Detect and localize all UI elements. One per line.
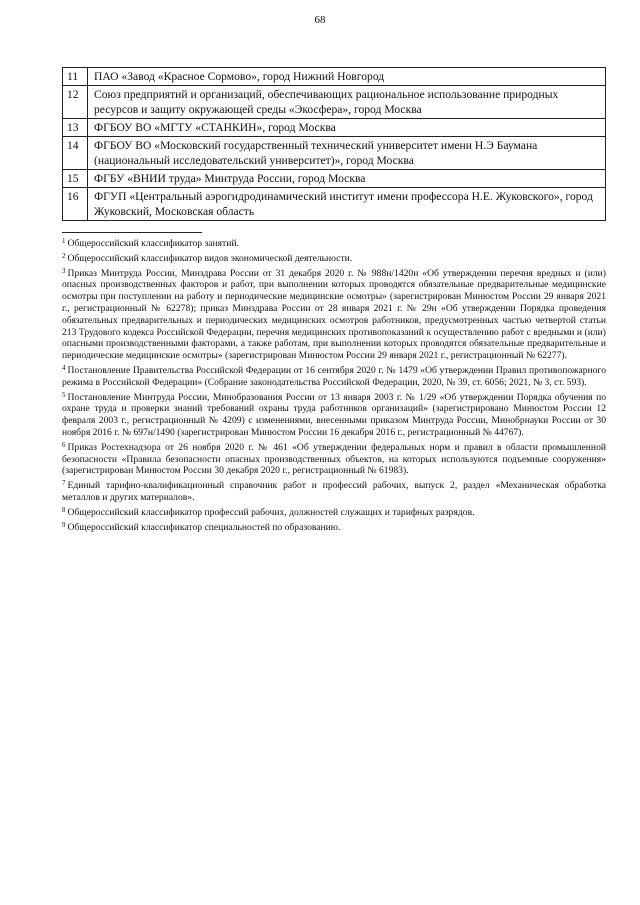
footnote — [62, 520, 606, 534]
table-row — [63, 119, 606, 137]
row-number: 16 — [63, 188, 88, 221]
footnote-divider — [62, 232, 202, 233]
table-row — [63, 137, 606, 170]
table-row — [63, 170, 606, 188]
page-number: 68 — [314, 14, 326, 26]
table-row — [63, 188, 606, 221]
row-number: 15 — [63, 170, 88, 188]
footnote-mark: 2 — [62, 251, 66, 260]
organizations-table — [62, 67, 606, 221]
organization-name: ФГУП «Центральный аэрогидродинамический институт имени профессора Н.Е. Жуковского», город Жуковский, Московская область — [88, 188, 606, 221]
organization-name: ФГБУ «ВНИИ труда» Минтруда России, город Москва — [88, 170, 606, 188]
footnote-mark: 9 — [62, 520, 66, 529]
footnote-mark: 7 — [62, 479, 66, 488]
footnotes-section — [62, 236, 606, 534]
footnote — [62, 478, 606, 504]
footnote-mark: 6 — [62, 440, 66, 449]
footnote-text: Приказ Ростехнадзора от 26 ноября 2020 г. № 461 «Об утверждении федеральных норм и правил в области промышленной безопасности «Правила безопасности опасных производственных объектов, на которых используются подъемные сооружения» (зарегистрирован Минюстом России 30 декабря 2020 г., регистрационный № 61983). — [62, 441, 606, 477]
footnote — [62, 251, 606, 265]
organization-name: Союз предприятий и организаций, обеспечивающих рациональное использование природных ресурсов и защиту окружающей среды «Экосфера», город Москва — [88, 86, 606, 119]
footnote — [62, 505, 606, 519]
row-number: 12 — [63, 86, 88, 119]
footnote-mark: 5 — [62, 390, 66, 399]
table-row — [63, 68, 606, 86]
footnote-text: Постановление Минтруда России, Минобразования России от 13 января 2003 г. № 1/29 «Об утверждении Порядка обучения по охране труда и проверки знаний требований охраны труда работников организаций» (зарегистрировано Минюстом России 12 февраля 2003 г., регистрационный № 4209) с изменениями, внесенными приказом Минтруда России, Минобрнауки России от 30 ноября 2016 г. № 697н/1490 (зарегистрирован Минюстом России 16 декабря 2016 г., регистрационный № 44767). — [62, 391, 606, 438]
footnote-text: Приказ Минтруда России, Минздрава России от 31 декабря 2020 г. № 988н/1420н «Об утверждении перечня вредных и (или) опасных производственных факторов и работ, при выполнении которых проводятся обязательные предварительные медицинские осмотры при поступлении на работу и периодические медицинские осмотры» (зарегистрирован Минюстом России 29 января 2021 г., регистрационный № 62278); приказ Минздрава России от 28 января 2021 г. № 29н «Об утверждении Порядка проведения обязательных предварительных и периодических медицинских осмотров работников, предусмотренных частью четвертой статьи 213 Трудового кодекса Российской Федерации, перечня медицинских противопоказаний к осуществлению работ с вредными и (или) опасными производственными факторами, а также работам, при выполнении которых проводятся обязательные предварительные и периодические медицинские осмотры» (зарегистрирован Минюстом России 29 января 2021 г., регистрационный № 62277). — [62, 267, 606, 362]
footnote-text: Общероссийский классификатор специальностей по образованию. — [67, 521, 341, 533]
footnote — [62, 440, 606, 477]
row-number: 11 — [63, 68, 88, 86]
footnote-mark: 3 — [62, 266, 66, 275]
footnote-text: Общероссийский классификатор профессий рабочих, должностей служащих и тарифных разрядов. — [67, 506, 475, 518]
row-number: 14 — [63, 137, 88, 170]
footnote-mark: 1 — [62, 237, 66, 245]
footnote — [62, 390, 606, 439]
footnote-text: Единый тарифно-квалификационный справочник работ и профессий рабочих, выпуск 2, раздел «Механическая обработка металлов и других материалов». — [62, 480, 606, 503]
organization-name: ПАО «Завод «Красное Сормово», город Нижний Новгород — [88, 68, 606, 86]
footnote-mark: 8 — [62, 505, 66, 514]
row-number: 13 — [63, 119, 88, 137]
footnote-text: Постановление Правительства Российской Федерации от 16 сентября 2020 г. № 1479 «Об утверждении Правил противопожарного режима в Российской Федерации» (Собрание законодательства Российской Федерации, 2020, № 39, ст. 6056; 2021, № 3, ст. 593). — [62, 364, 606, 388]
table-row — [63, 86, 606, 119]
footnote-text: Общероссийский классификатор занятий. — [67, 238, 239, 249]
organization-name: ФГБОУ ВО «МГТУ «СТАНКИН», город Москва — [88, 119, 606, 137]
footnote-mark: 4 — [62, 363, 66, 372]
footnote-text: Общероссийский классификатор видов экономической деятельности. — [67, 252, 353, 264]
footnote — [62, 236, 606, 250]
footnote — [62, 363, 606, 389]
footnote — [62, 266, 606, 362]
organization-name: ФГБОУ ВО «Московский государственный технический университет имени Н.Э Баумана (национальный исследовательский университет)», город Москва — [88, 137, 606, 170]
